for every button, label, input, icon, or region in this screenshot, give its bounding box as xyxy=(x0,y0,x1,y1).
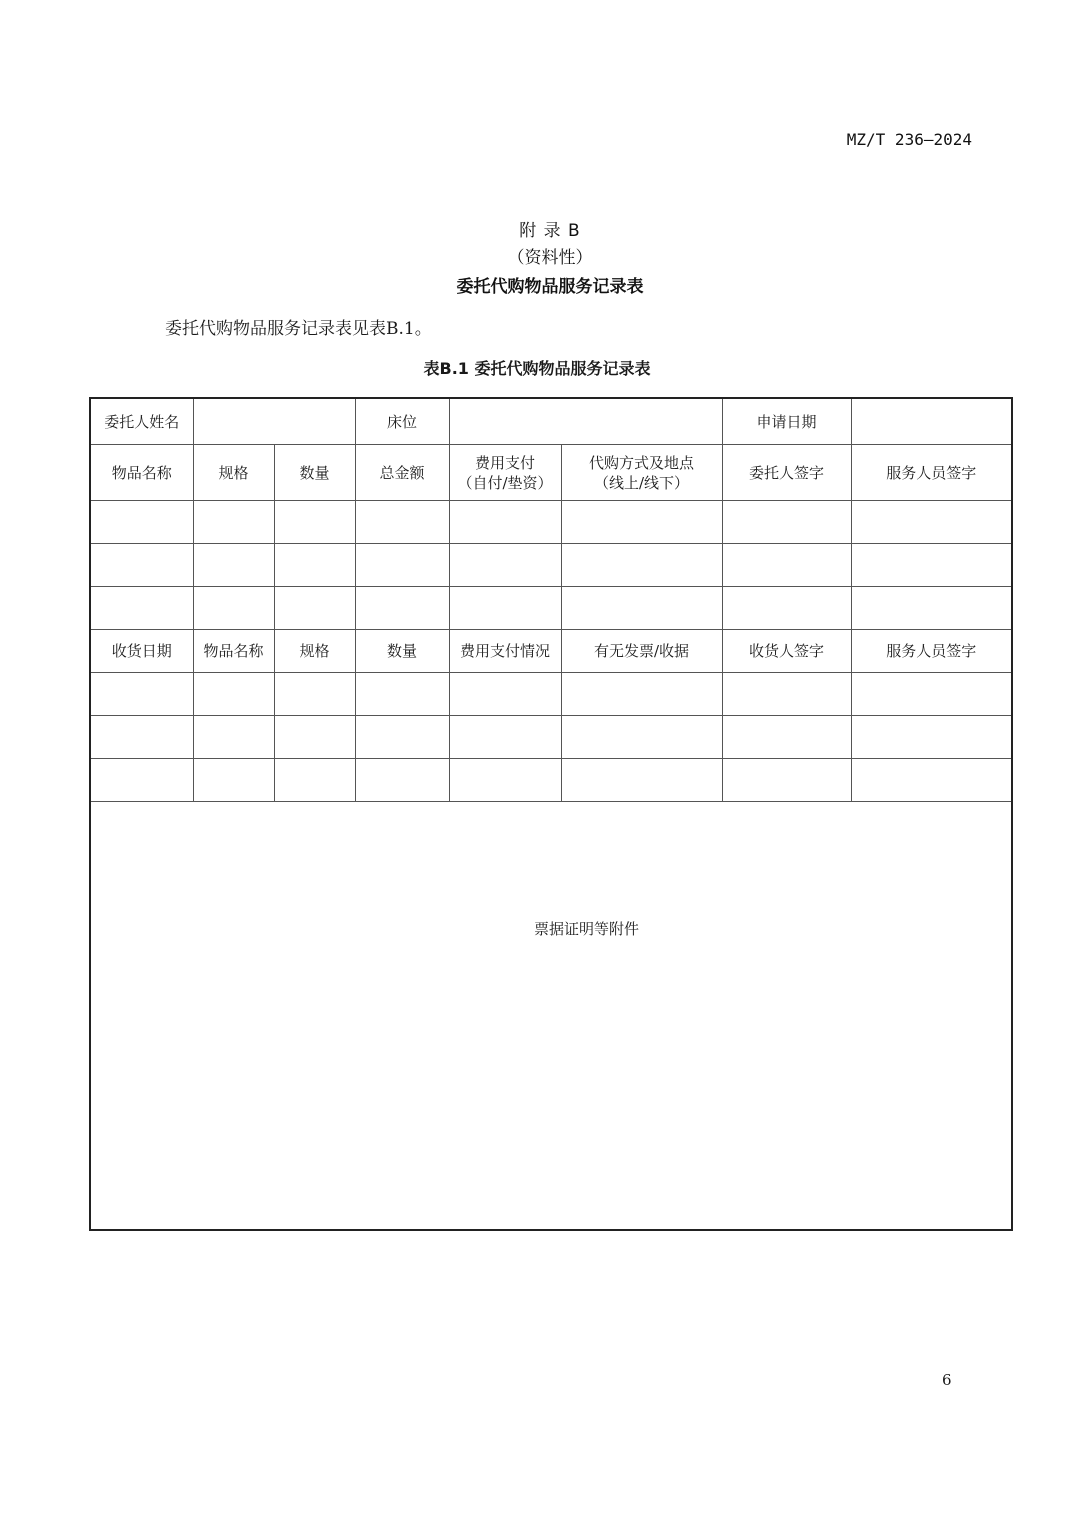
appendix-nature: （资料性） xyxy=(507,248,593,268)
entry-cell[interactable] xyxy=(851,587,1012,630)
entry-cell[interactable] xyxy=(193,587,274,630)
entry-cell[interactable] xyxy=(274,544,355,587)
receipt-header-cell: 收货人签字 xyxy=(722,630,851,673)
entry-cell[interactable] xyxy=(449,673,561,716)
appendix-label: 附 录 B xyxy=(519,221,581,241)
receipt-header-cell: 服务人员签字 xyxy=(851,630,1012,673)
purchase-header-cell: 代购方式及地点 （线上/线下） xyxy=(561,445,722,501)
entry-cell[interactable] xyxy=(355,544,449,587)
entry-cell[interactable] xyxy=(561,587,722,630)
appendix-title: 委托代购物品服务记录表 xyxy=(456,277,644,297)
apply-date-label: 申请日期 xyxy=(722,398,851,445)
entry-cell[interactable] xyxy=(449,544,561,587)
purchase-header-row xyxy=(90,445,1012,501)
entry-cell[interactable] xyxy=(274,716,355,759)
table-caption: 表B.1 委托代购物品服务记录表 xyxy=(423,359,651,378)
purchase-header-cell: 数量 xyxy=(274,445,355,501)
purchase-header-cell: 总金额 xyxy=(355,445,449,501)
receipt-header-cell: 有无发票/收据 xyxy=(561,630,722,673)
entry-cell[interactable] xyxy=(274,759,355,802)
entry-cell[interactable] xyxy=(90,501,193,544)
purchase-header-cell: 规格 xyxy=(193,445,274,501)
entry-cell[interactable] xyxy=(90,544,193,587)
entry-cell[interactable] xyxy=(722,544,851,587)
entry-cell[interactable] xyxy=(193,716,274,759)
entry-cell[interactable] xyxy=(722,673,851,716)
entry-cell[interactable] xyxy=(193,759,274,802)
entry-cell[interactable] xyxy=(722,759,851,802)
purchase-entry-row xyxy=(90,587,1012,630)
entry-cell[interactable] xyxy=(449,716,561,759)
receipt-header-row xyxy=(90,630,1012,673)
entry-cell[interactable] xyxy=(355,501,449,544)
apply-date-field[interactable] xyxy=(851,398,1012,445)
purchase-header-cell: 物品名称 xyxy=(90,445,193,501)
entry-cell[interactable] xyxy=(561,501,722,544)
purchase-entry-row xyxy=(90,501,1012,544)
entry-cell[interactable] xyxy=(561,759,722,802)
entry-cell[interactable] xyxy=(90,759,193,802)
receipt-entry-row xyxy=(90,759,1012,802)
entry-cell[interactable] xyxy=(561,544,722,587)
entry-cell[interactable] xyxy=(722,716,851,759)
entry-cell[interactable] xyxy=(274,587,355,630)
entry-cell[interactable] xyxy=(355,587,449,630)
entry-cell[interactable] xyxy=(193,673,274,716)
entry-cell[interactable] xyxy=(355,673,449,716)
entry-cell[interactable] xyxy=(851,544,1012,587)
page-number: 6 xyxy=(942,1371,952,1389)
entry-cell[interactable] xyxy=(449,501,561,544)
entry-cell[interactable] xyxy=(851,501,1012,544)
applicant-name-label: 委托人姓名 xyxy=(90,398,193,445)
entry-cell[interactable] xyxy=(355,716,449,759)
entry-cell[interactable] xyxy=(561,716,722,759)
attachment-area: 票据证明等附件 xyxy=(90,802,1012,1231)
intro-paragraph: 委托代购物品服务记录表见表B.1。 xyxy=(165,319,432,339)
purchase-entry-row xyxy=(90,544,1012,587)
entry-cell[interactable] xyxy=(90,716,193,759)
purchase-header-cell: 服务人员签字 xyxy=(851,445,1012,501)
entry-cell[interactable] xyxy=(193,544,274,587)
info-row xyxy=(90,398,1012,445)
entry-cell[interactable] xyxy=(722,587,851,630)
entry-cell[interactable] xyxy=(90,587,193,630)
entry-cell[interactable] xyxy=(561,673,722,716)
purchase-header-cell: 费用支付 （自付/垫资） xyxy=(449,445,561,501)
receipt-header-cell: 物品名称 xyxy=(193,630,274,673)
receipt-entry-row xyxy=(90,673,1012,716)
entry-cell[interactable] xyxy=(355,759,449,802)
entry-cell[interactable] xyxy=(449,587,561,630)
entry-cell[interactable] xyxy=(274,673,355,716)
service-record-table xyxy=(89,397,1013,1231)
bed-label: 床位 xyxy=(355,398,449,445)
document-code: MZ/T 236—2024 xyxy=(846,130,972,149)
entry-cell[interactable] xyxy=(193,501,274,544)
receipt-entry-row xyxy=(90,716,1012,759)
entry-cell[interactable] xyxy=(274,501,355,544)
receipt-header-cell: 规格 xyxy=(274,630,355,673)
purchase-header-cell: 委托人签字 xyxy=(722,445,851,501)
attachment-row xyxy=(90,802,1012,1231)
receipt-header-cell: 费用支付情况 xyxy=(449,630,561,673)
receipt-header-cell: 收货日期 xyxy=(90,630,193,673)
entry-cell[interactable] xyxy=(90,673,193,716)
entry-cell[interactable] xyxy=(851,716,1012,759)
entry-cell[interactable] xyxy=(722,501,851,544)
entry-cell[interactable] xyxy=(851,759,1012,802)
applicant-name-field[interactable] xyxy=(193,398,355,445)
bed-field[interactable] xyxy=(449,398,722,445)
entry-cell[interactable] xyxy=(449,759,561,802)
entry-cell[interactable] xyxy=(851,673,1012,716)
receipt-header-cell: 数量 xyxy=(355,630,449,673)
